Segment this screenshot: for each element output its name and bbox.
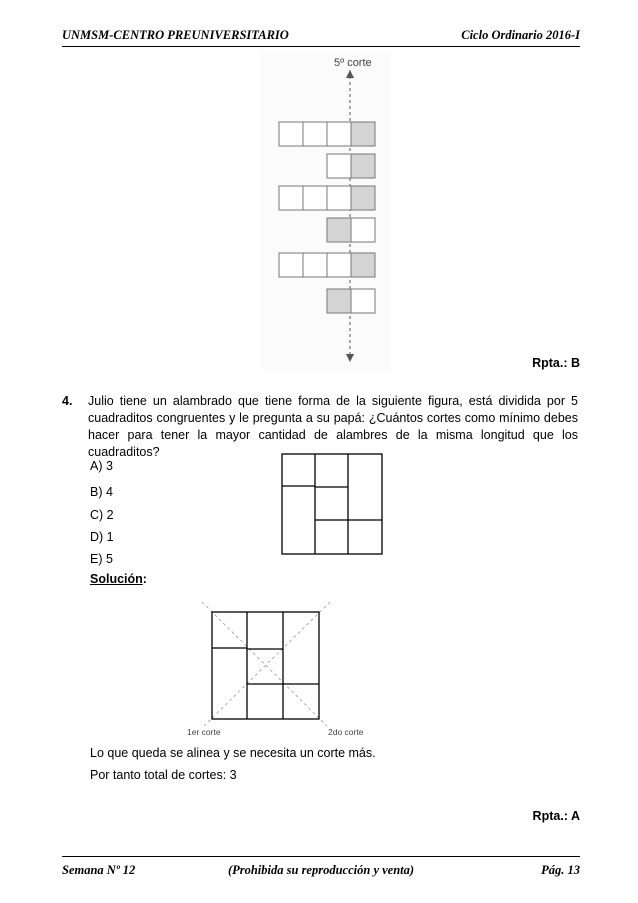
solution-heading [90, 572, 147, 586]
footer-page: Pág. 13 [541, 863, 580, 877]
answer-final: Rpta.: A [532, 809, 580, 823]
cut-line-2 [204, 602, 330, 726]
footer-notice: (Prohibida su reproducción y venta) [227, 863, 415, 877]
question-number: 4. [62, 394, 73, 408]
question-text: Julio tiene un alambrado que tiene forma de la siguiente figura, está dividida por 5 cuadraditos congruentes y le pregunta a su papá: ¿Cuántos cortes como mínimo debes hacer para tener la mayor cantidad de alambres de la misma longitud que los cuadraditos? [88, 394, 578, 459]
solution-line-1: Lo que queda se alinea y se necesita un corte más. [90, 746, 376, 760]
first-cut-label: 1er corte [187, 727, 221, 737]
header-cycle: Ciclo Ordinario 2016-I [461, 28, 580, 42]
footer-week: Semana Nº 12 [62, 863, 136, 877]
cut-strips-figure [260, 52, 390, 370]
solution-colon: : [142, 572, 147, 586]
fifth-cut-label: 5º corte [334, 57, 372, 69]
solution-title: Solución [90, 572, 143, 586]
page-footer [62, 856, 580, 879]
option-d: D) 1 [90, 530, 114, 544]
answer-previous: Rpta.: B [532, 356, 580, 370]
solution-line-2: Por tanto total de cortes: 3 [90, 768, 237, 782]
option-b: B) 4 [90, 485, 113, 499]
option-e: E) 5 [90, 552, 113, 566]
header-institution: UNMSM-CENTRO PREUNIVERSITARIO [62, 28, 289, 42]
second-cut-label: 2do corte [328, 727, 364, 737]
option-a: A) 3 [90, 459, 113, 473]
cut-line-1 [202, 602, 327, 726]
option-c: C) 2 [90, 508, 114, 522]
solution-figure [182, 598, 372, 740]
wire-figure [278, 450, 386, 558]
page-header [62, 28, 580, 47]
